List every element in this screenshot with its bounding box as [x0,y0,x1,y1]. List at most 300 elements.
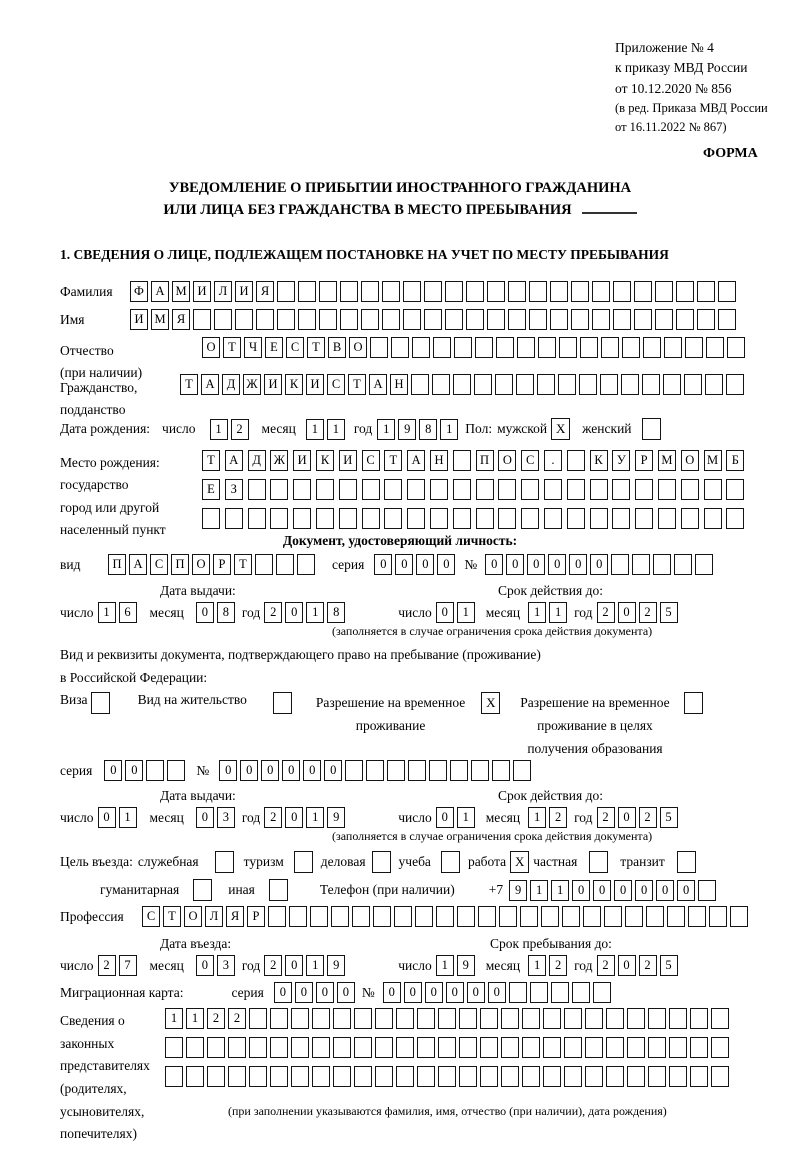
char-cell[interactable]: К [316,450,334,471]
char-cell[interactable]: Б [726,450,744,471]
char-cell[interactable] [384,508,402,529]
char-cell[interactable]: О [498,450,516,471]
char-cell[interactable]: 2 [639,602,657,623]
char-cell[interactable] [248,508,266,529]
char-cell[interactable] [487,309,505,330]
char-cell[interactable] [297,554,315,575]
char-cell[interactable] [521,479,539,500]
char-cell[interactable] [711,1037,729,1058]
char-cell[interactable] [415,906,433,927]
residence-series-cells[interactable] [104,760,188,781]
char-cell[interactable]: 0 [282,760,300,781]
stay-year-cells[interactable] [597,955,681,976]
char-cell[interactable] [669,1008,687,1029]
purpose-work-checkbox[interactable]: X [510,851,529,873]
temp-permit-checkbox[interactable]: X [481,692,500,714]
char-cell[interactable] [345,760,363,781]
char-cell[interactable]: 2 [597,807,615,828]
char-cell[interactable]: 2 [264,602,282,623]
char-cell[interactable] [685,337,703,358]
char-cell[interactable] [592,309,610,330]
char-cell[interactable] [690,1037,708,1058]
char-cell[interactable] [396,1066,414,1087]
char-cell[interactable] [362,479,380,500]
char-cell[interactable]: Я [256,281,274,302]
char-cell[interactable]: 2 [639,807,657,828]
res-valid-month-cells[interactable] [528,807,570,828]
char-cell[interactable] [478,906,496,927]
char-cell[interactable] [529,281,547,302]
char-cell[interactable]: 2 [597,602,615,623]
char-cell[interactable] [550,281,568,302]
char-cell[interactable]: 0 [337,982,355,1003]
char-cell[interactable] [249,1008,267,1029]
char-cell[interactable] [403,309,421,330]
char-cell[interactable] [642,374,660,395]
char-cell[interactable] [726,508,744,529]
char-cell[interactable] [508,309,526,330]
char-cell[interactable] [375,1008,393,1029]
char-cell[interactable]: Ж [243,374,261,395]
char-cell[interactable] [407,479,425,500]
char-cell[interactable] [655,309,673,330]
char-cell[interactable] [564,1008,582,1029]
char-cell[interactable] [186,1037,204,1058]
char-cell[interactable] [228,1037,246,1058]
char-cell[interactable] [562,906,580,927]
valid-day-cells[interactable] [436,602,478,623]
purpose-private-checkbox[interactable] [589,851,608,873]
char-cell[interactable] [517,337,535,358]
char-cell[interactable] [333,1008,351,1029]
char-cell[interactable]: 1 [457,807,475,828]
char-cell[interactable]: 0 [635,880,653,901]
char-cell[interactable] [567,450,585,471]
char-cell[interactable] [450,760,468,781]
char-cell[interactable] [520,906,538,927]
doc-kind-cells[interactable] [108,554,318,575]
char-cell[interactable] [501,1037,519,1058]
entry-month-cells[interactable] [196,955,238,976]
char-cell[interactable]: 0 [590,554,608,575]
char-cell[interactable]: 0 [196,955,214,976]
char-cell[interactable]: С [286,337,304,358]
char-cell[interactable]: В [328,337,346,358]
char-cell[interactable]: С [142,906,160,927]
char-cell[interactable] [298,281,316,302]
char-cell[interactable] [248,479,266,500]
char-cell[interactable] [438,1008,456,1029]
char-cell[interactable] [544,479,562,500]
char-cell[interactable] [622,337,640,358]
char-cell[interactable] [498,479,516,500]
char-cell[interactable] [394,906,412,927]
char-cell[interactable] [704,479,722,500]
char-cell[interactable] [408,760,426,781]
char-cell[interactable] [695,554,713,575]
char-cell[interactable] [340,309,358,330]
char-cell[interactable] [339,508,357,529]
char-cell[interactable] [277,281,295,302]
char-cell[interactable]: З [225,479,243,500]
surname-cells[interactable] [130,281,739,302]
char-cell[interactable] [310,906,328,927]
birthplace-row3-cells[interactable] [202,508,749,529]
char-cell[interactable]: И [193,281,211,302]
char-cell[interactable]: 1 [165,1008,183,1029]
char-cell[interactable]: 5 [660,602,678,623]
char-cell[interactable] [529,309,547,330]
char-cell[interactable]: У [612,450,630,471]
char-cell[interactable] [592,281,610,302]
char-cell[interactable]: 3 [217,807,235,828]
char-cell[interactable] [690,1008,708,1029]
char-cell[interactable] [445,309,463,330]
char-cell[interactable] [453,479,471,500]
char-cell[interactable] [674,554,692,575]
char-cell[interactable]: 1 [440,419,458,440]
char-cell[interactable] [370,337,388,358]
char-cell[interactable] [202,508,220,529]
char-cell[interactable]: Т [202,450,220,471]
char-cell[interactable]: 1 [98,602,116,623]
birth-day-cells[interactable] [210,419,252,440]
representatives-row2-cells[interactable] [165,1037,732,1058]
char-cell[interactable] [298,309,316,330]
char-cell[interactable]: 1 [306,419,324,440]
char-cell[interactable]: 0 [324,760,342,781]
res-issue-month-cells[interactable] [196,807,238,828]
char-cell[interactable] [676,281,694,302]
char-cell[interactable]: 5 [660,955,678,976]
doc-series-cells[interactable] [374,554,458,575]
char-cell[interactable] [496,337,514,358]
char-cell[interactable] [352,906,370,927]
purpose-other-checkbox[interactable] [269,879,288,901]
char-cell[interactable] [476,479,494,500]
char-cell[interactable]: 8 [217,602,235,623]
char-cell[interactable] [559,337,577,358]
char-cell[interactable]: О [202,337,220,358]
char-cell[interactable] [698,880,716,901]
char-cell[interactable] [653,554,671,575]
char-cell[interactable] [564,1037,582,1058]
char-cell[interactable] [711,1008,729,1029]
visa-checkbox[interactable] [91,692,110,714]
char-cell[interactable] [471,760,489,781]
char-cell[interactable] [516,374,534,395]
issue-day-cells[interactable] [98,602,140,623]
char-cell[interactable] [681,479,699,500]
char-cell[interactable]: С [362,450,380,471]
char-cell[interactable] [417,1066,435,1087]
stay-day-cells[interactable] [436,955,478,976]
char-cell[interactable]: С [521,450,539,471]
res-valid-year-cells[interactable] [597,807,681,828]
char-cell[interactable] [165,1066,183,1087]
issue-month-cells[interactable] [196,602,238,623]
char-cell[interactable] [487,281,505,302]
char-cell[interactable] [499,906,517,927]
char-cell[interactable] [316,479,334,500]
birthplace-row1-cells[interactable] [202,450,749,471]
purpose-transit-checkbox[interactable] [677,851,696,873]
char-cell[interactable]: 2 [549,955,567,976]
purpose-tourism-checkbox[interactable] [294,851,313,873]
char-cell[interactable]: 0 [125,760,143,781]
char-cell[interactable] [513,760,531,781]
char-cell[interactable]: Т [180,374,198,395]
char-cell[interactable] [635,479,653,500]
char-cell[interactable]: 9 [457,955,475,976]
char-cell[interactable]: Т [307,337,325,358]
char-cell[interactable] [412,337,430,358]
char-cell[interactable] [658,508,676,529]
char-cell[interactable] [621,374,639,395]
char-cell[interactable]: С [327,374,345,395]
char-cell[interactable] [270,1037,288,1058]
char-cell[interactable]: 0 [196,602,214,623]
char-cell[interactable] [214,309,232,330]
char-cell[interactable] [544,508,562,529]
char-cell[interactable]: Т [234,554,252,575]
char-cell[interactable] [655,281,673,302]
char-cell[interactable] [613,309,631,330]
char-cell[interactable] [690,1066,708,1087]
char-cell[interactable]: 0 [572,880,590,901]
char-cell[interactable]: 0 [446,982,464,1003]
char-cell[interactable] [635,508,653,529]
char-cell[interactable] [480,1037,498,1058]
char-cell[interactable]: П [476,450,494,471]
birth-month-cells[interactable] [306,419,348,440]
char-cell[interactable]: О [184,906,202,927]
char-cell[interactable] [543,1066,561,1087]
entry-year-cells[interactable] [264,955,348,976]
char-cell[interactable]: И [235,281,253,302]
char-cell[interactable] [312,1008,330,1029]
char-cell[interactable] [270,1066,288,1087]
char-cell[interactable]: 0 [285,955,303,976]
char-cell[interactable] [498,508,516,529]
char-cell[interactable]: 2 [264,807,282,828]
char-cell[interactable] [718,309,736,330]
char-cell[interactable] [648,1008,666,1029]
char-cell[interactable] [354,1066,372,1087]
char-cell[interactable] [550,309,568,330]
char-cell[interactable]: 1 [528,807,546,828]
char-cell[interactable] [571,309,589,330]
char-cell[interactable]: 0 [437,554,455,575]
char-cell[interactable] [706,337,724,358]
char-cell[interactable] [293,479,311,500]
char-cell[interactable] [457,906,475,927]
char-cell[interactable]: 0 [467,982,485,1003]
char-cell[interactable]: М [658,450,676,471]
char-cell[interactable] [590,479,608,500]
char-cell[interactable]: М [172,281,190,302]
char-cell[interactable] [249,1066,267,1087]
purpose-humanitarian-checkbox[interactable] [193,879,212,901]
char-cell[interactable]: 0 [677,880,695,901]
char-cell[interactable] [627,1066,645,1087]
birthplace-row2-cells[interactable] [202,479,749,500]
char-cell[interactable] [501,1008,519,1029]
birth-year-cells[interactable] [377,419,461,440]
char-cell[interactable] [375,1066,393,1087]
char-cell[interactable] [459,1037,477,1058]
char-cell[interactable]: 1 [306,807,324,828]
char-cell[interactable] [316,508,334,529]
char-cell[interactable] [664,337,682,358]
char-cell[interactable]: 5 [660,807,678,828]
char-cell[interactable] [522,1008,540,1029]
char-cell[interactable]: И [264,374,282,395]
char-cell[interactable] [590,508,608,529]
purpose-study-checkbox[interactable] [441,851,460,873]
char-cell[interactable] [331,906,349,927]
representatives-row1-cells[interactable] [165,1008,732,1029]
char-cell[interactable]: 1 [119,807,137,828]
issue-year-cells[interactable] [264,602,348,623]
residence-permit-checkbox[interactable] [273,692,292,714]
char-cell[interactable] [432,374,450,395]
valid-year-cells[interactable] [597,602,681,623]
char-cell[interactable]: 1 [210,419,228,440]
char-cell[interactable] [613,281,631,302]
char-cell[interactable] [407,508,425,529]
char-cell[interactable]: 1 [528,602,546,623]
char-cell[interactable] [268,906,286,927]
patronymic-cells[interactable] [202,337,748,358]
char-cell[interactable] [543,1037,561,1058]
char-cell[interactable]: 0 [485,554,503,575]
char-cell[interactable]: А [369,374,387,395]
char-cell[interactable]: 0 [196,807,214,828]
char-cell[interactable]: 0 [506,554,524,575]
char-cell[interactable]: 0 [219,760,237,781]
valid-month-cells[interactable] [528,602,570,623]
char-cell[interactable] [571,281,589,302]
char-cell[interactable] [606,1066,624,1087]
char-cell[interactable]: П [108,554,126,575]
char-cell[interactable] [312,1066,330,1087]
char-cell[interactable]: А [129,554,147,575]
char-cell[interactable] [648,1066,666,1087]
char-cell[interactable]: 3 [217,955,235,976]
char-cell[interactable]: 9 [398,419,416,440]
char-cell[interactable]: 1 [306,955,324,976]
char-cell[interactable] [333,1037,351,1058]
char-cell[interactable]: П [171,554,189,575]
char-cell[interactable] [606,1008,624,1029]
char-cell[interactable] [558,374,576,395]
char-cell[interactable]: Е [265,337,283,358]
char-cell[interactable]: 0 [614,880,632,901]
char-cell[interactable]: 0 [527,554,545,575]
char-cell[interactable]: Т [348,374,366,395]
char-cell[interactable] [611,554,629,575]
char-cell[interactable]: 0 [240,760,258,781]
char-cell[interactable] [567,479,585,500]
char-cell[interactable] [417,1037,435,1058]
char-cell[interactable] [207,1066,225,1087]
char-cell[interactable] [375,1037,393,1058]
purpose-business-checkbox[interactable] [372,851,391,873]
char-cell[interactable] [726,374,744,395]
char-cell[interactable] [466,281,484,302]
char-cell[interactable]: И [339,450,357,471]
char-cell[interactable]: 0 [261,760,279,781]
char-cell[interactable]: Д [248,450,266,471]
char-cell[interactable]: Д [222,374,240,395]
char-cell[interactable] [396,1037,414,1058]
char-cell[interactable] [256,309,274,330]
char-cell[interactable]: 0 [425,982,443,1003]
char-cell[interactable] [319,281,337,302]
char-cell[interactable]: . [544,450,562,471]
char-cell[interactable]: 1 [436,955,454,976]
char-cell[interactable] [705,374,723,395]
char-cell[interactable]: 0 [416,554,434,575]
char-cell[interactable] [354,1037,372,1058]
char-cell[interactable] [373,906,391,927]
char-cell[interactable] [567,508,585,529]
char-cell[interactable] [411,374,429,395]
char-cell[interactable]: Ч [244,337,262,358]
char-cell[interactable]: 0 [593,880,611,901]
char-cell[interactable] [146,760,164,781]
mc-number-cells[interactable] [383,982,614,1003]
char-cell[interactable] [730,906,748,927]
char-cell[interactable]: 0 [104,760,122,781]
mc-series-cells[interactable] [274,982,358,1003]
char-cell[interactable] [492,760,510,781]
char-cell[interactable] [445,281,463,302]
char-cell[interactable]: 1 [528,955,546,976]
char-cell[interactable] [564,1066,582,1087]
char-cell[interactable] [339,479,357,500]
char-cell[interactable]: 0 [404,982,422,1003]
char-cell[interactable] [579,374,597,395]
char-cell[interactable] [454,337,472,358]
char-cell[interactable] [438,1066,456,1087]
char-cell[interactable] [646,906,664,927]
char-cell[interactable]: 0 [569,554,587,575]
char-cell[interactable]: 0 [383,982,401,1003]
char-cell[interactable]: И [293,450,311,471]
char-cell[interactable] [522,1066,540,1087]
char-cell[interactable] [255,554,273,575]
char-cell[interactable] [480,1066,498,1087]
char-cell[interactable] [538,337,556,358]
phone-cells[interactable] [509,880,719,901]
char-cell[interactable] [430,508,448,529]
char-cell[interactable] [718,281,736,302]
char-cell[interactable]: И [130,309,148,330]
char-cell[interactable] [396,1008,414,1029]
char-cell[interactable]: К [590,450,608,471]
char-cell[interactable]: Я [226,906,244,927]
char-cell[interactable] [669,1066,687,1087]
char-cell[interactable]: 0 [295,982,313,1003]
char-cell[interactable]: 0 [488,982,506,1003]
char-cell[interactable] [658,479,676,500]
char-cell[interactable]: Я [172,309,190,330]
char-cell[interactable] [319,309,337,330]
char-cell[interactable]: 1 [549,602,567,623]
char-cell[interactable] [228,1066,246,1087]
